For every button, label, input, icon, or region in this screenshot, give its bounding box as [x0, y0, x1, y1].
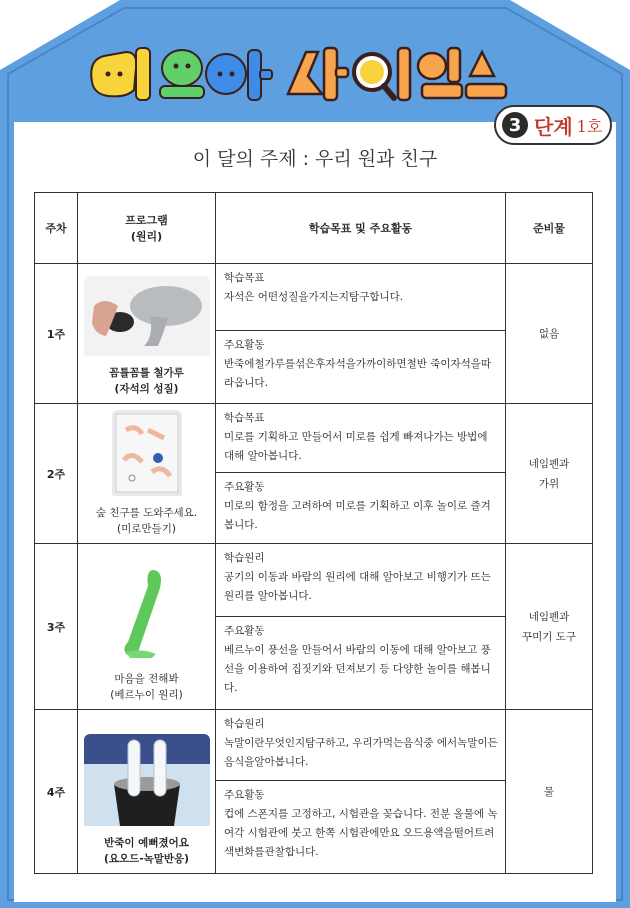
activity-title: 주요활동 — [224, 789, 265, 801]
green-balloon-photo — [112, 566, 182, 665]
curriculum-table — [34, 192, 593, 874]
week-cell: 2주 — [35, 404, 78, 544]
materials-line1: 네임펜과 — [528, 610, 570, 623]
logo-left — [86, 38, 274, 108]
program-principle: (자석의 성질) — [114, 383, 179, 395]
goal-text: 공기의 이동과 바람의 원리에 대해 알아보고 비행기가 뜨는 원리를 알아봅니다. — [224, 571, 491, 602]
table-row — [35, 710, 593, 781]
logo-shapes — [86, 38, 274, 108]
program-principle: (요오드-녹말반응) — [104, 853, 189, 865]
program-cell — [78, 710, 216, 874]
materials-cell: 물 — [506, 710, 593, 874]
level-label: 단계 — [534, 114, 573, 139]
goal-title: 학습목표 — [224, 412, 265, 424]
activity-title: 주요활동 — [224, 339, 265, 351]
logo-science-shapes — [284, 38, 510, 108]
logo-right — [284, 38, 510, 108]
magnet-slime-photo — [84, 276, 210, 359]
program-principle: (미로만들기) — [117, 523, 176, 535]
activity-text: 미로의 함정을 고려하여 미로를 기획하고 이후 놀이로 즐겨봅니다. — [224, 500, 491, 531]
goal-text: 녹말이란무엇인지탐구하고, 우리가먹는음식중 에서녹말이든 음식을알아봅니다. — [224, 737, 498, 768]
activity-cell — [216, 331, 506, 404]
goal-text: 자석은 어떤성질을가지는지탐구합니다. — [224, 291, 404, 303]
goal-cell — [216, 544, 506, 617]
level-issue: 1호 — [576, 116, 603, 136]
program-name: 반죽이 예뻐졌어요 — [104, 837, 189, 849]
program-principle: (베르누이 원리) — [110, 689, 183, 701]
maze-board-photo — [112, 410, 182, 499]
table-header-row — [35, 193, 593, 264]
activity-text: 컵에 스폰지를 고정하고, 시험관을 꽂습니다. 전분 올물에 녹여각 시험관에 붓고 한쪽 시험관에만요 오드용액을떨어트려색변화를관찰합니다. — [224, 808, 498, 858]
week-cell: 3주 — [35, 544, 78, 710]
goal-title: 학습원리 — [224, 718, 265, 730]
activity-text: 반죽에철가루를섞은후자석을가까이하면철반 죽이자석을따라옵니다. — [224, 358, 492, 389]
materials-line2: 꾸미기 도구 — [521, 630, 577, 643]
program-cell — [78, 544, 216, 710]
activity-title: 주요활동 — [224, 625, 265, 637]
header-activity: 학습목표 및 주요활동 — [216, 193, 506, 264]
materials-line1: 네임펜과 — [528, 457, 570, 470]
header-program — [78, 193, 216, 264]
test-tubes-cup-photo — [84, 734, 210, 829]
header-program-line2: (원리) — [130, 230, 163, 243]
level-badge — [494, 105, 612, 145]
table-row — [35, 544, 593, 617]
goal-text: 미로를 기획하고 만들어서 미로를 쉽게 빠져나가는 방법에 대해 알아봅니다. — [224, 431, 488, 462]
goal-cell — [216, 264, 506, 331]
goal-title: 학습원리 — [224, 552, 265, 564]
program-cell — [78, 404, 216, 544]
header-week: 주차 — [35, 193, 78, 264]
materials-line2: 가위 — [538, 477, 560, 490]
header-materials: 준비물 — [506, 193, 593, 264]
activity-cell — [216, 473, 506, 544]
header-program-line1: 프로그램 — [125, 214, 168, 227]
program-name: 마음을 전해봐 — [114, 673, 179, 685]
materials-cell — [506, 544, 593, 710]
materials-cell — [506, 404, 593, 544]
program-name: 꼼틀꼼틀 철가루 — [109, 367, 184, 379]
activity-title: 주요활동 — [224, 481, 265, 493]
activity-text: 베르누이 풍선을 만들어서 바람의 이동에 대해 알아보고 풍선을 이용하여 집짓기와 던져보기 등 다양한 놀이를 해봅니다. — [224, 644, 491, 694]
goal-cell — [216, 404, 506, 473]
table-row — [35, 404, 593, 473]
goal-cell — [216, 710, 506, 781]
week-cell: 1주 — [35, 264, 78, 404]
materials-cell: 없음 — [506, 264, 593, 404]
program-name: 숲 친구를 도와주세요. — [95, 507, 198, 519]
page-title: 이 달의 주제 : 우리 원과 친구 — [192, 148, 438, 170]
activity-cell — [216, 781, 506, 874]
week-cell: 4주 — [35, 710, 78, 874]
program-cell — [78, 264, 216, 404]
level-number: 3 — [502, 112, 528, 138]
activity-cell — [216, 617, 506, 710]
goal-title: 학습목표 — [224, 272, 265, 284]
table-row — [35, 264, 593, 331]
